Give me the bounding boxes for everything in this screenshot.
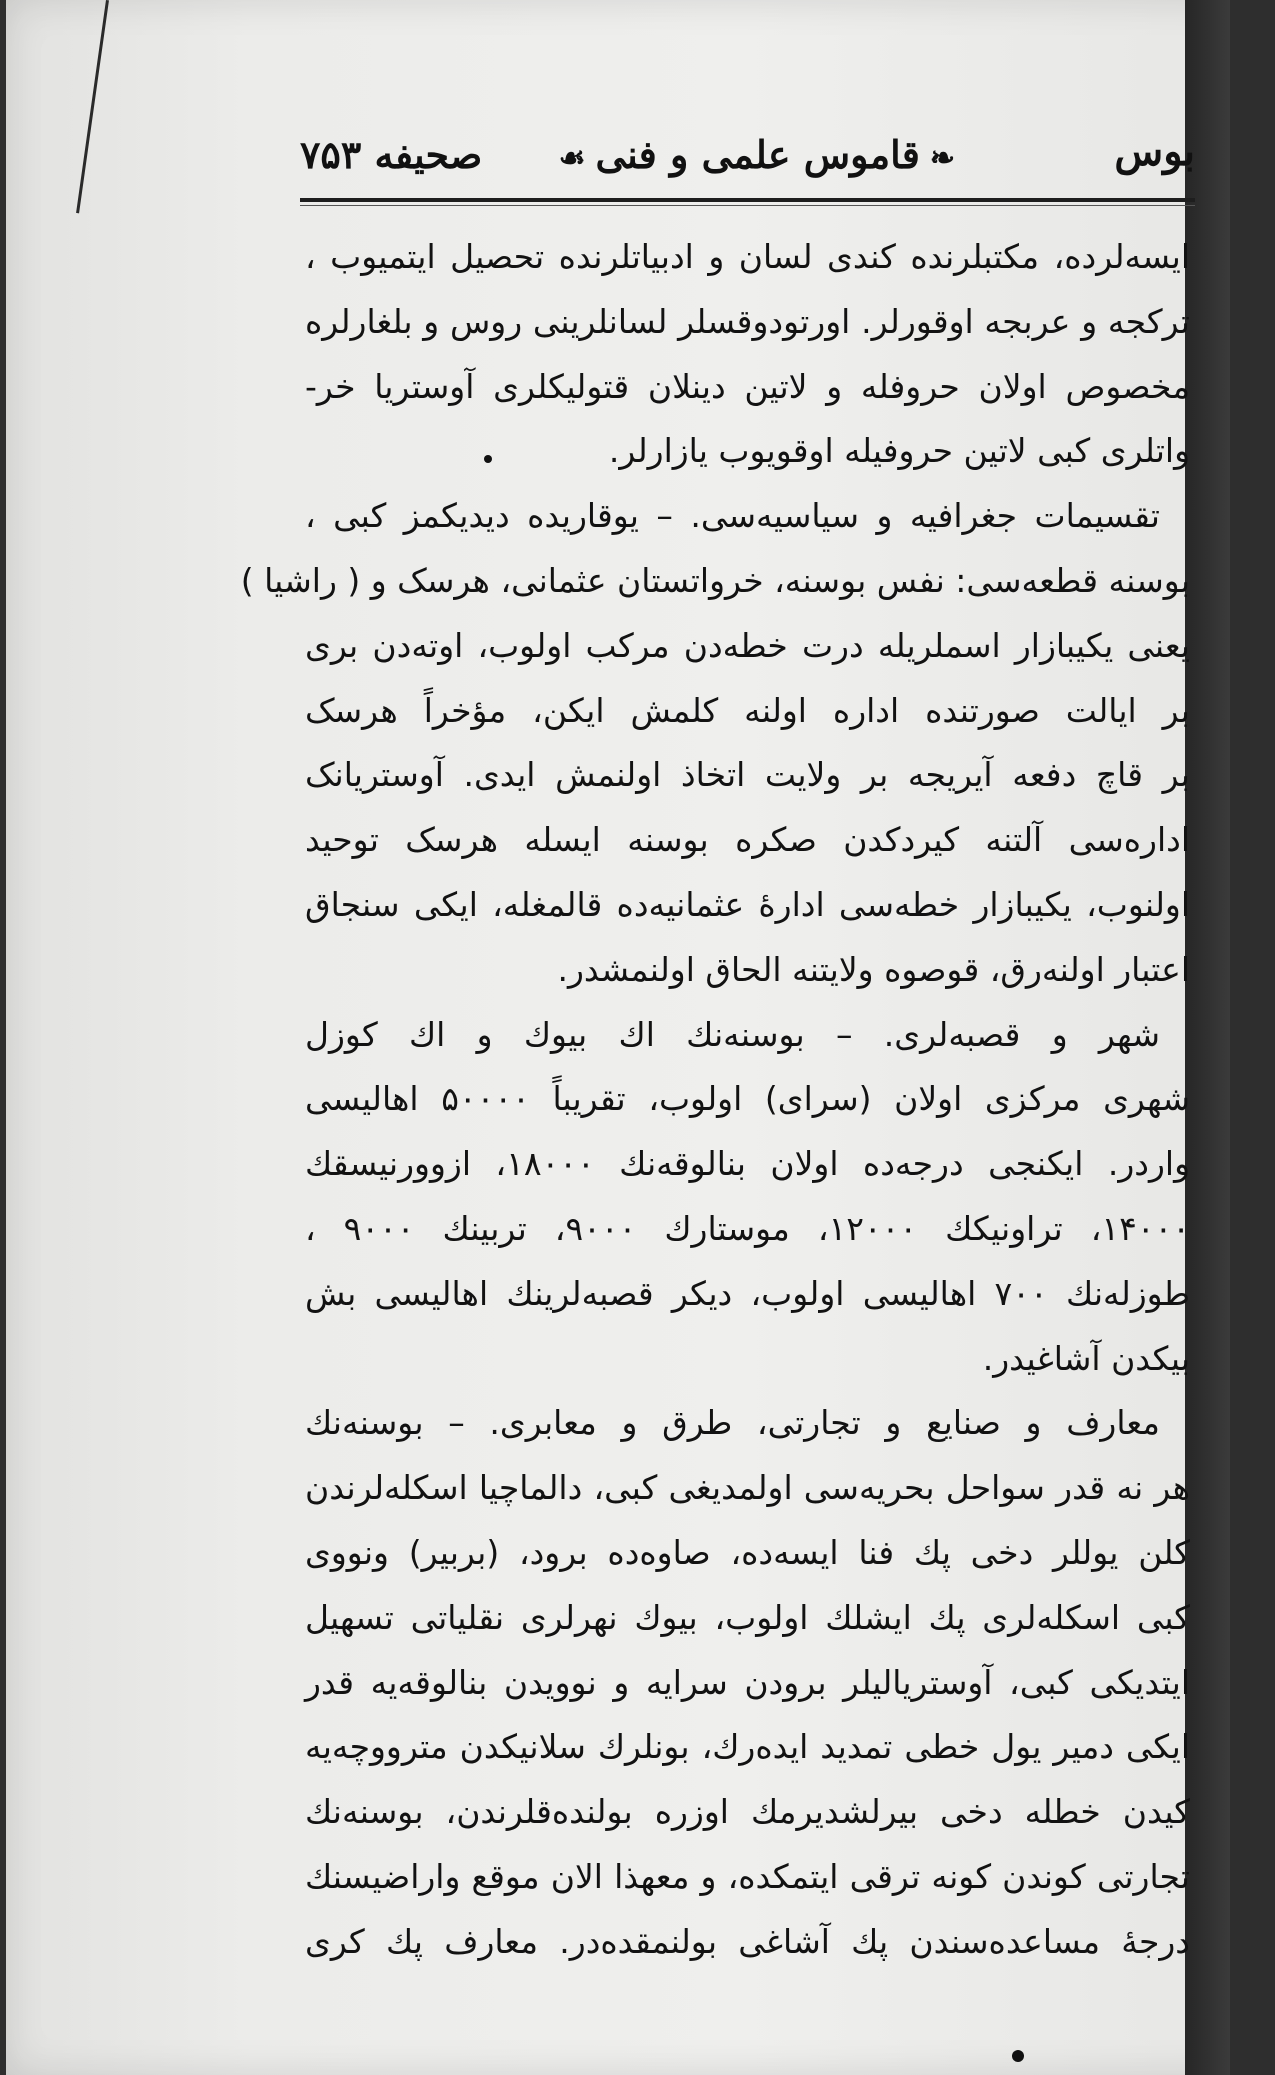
running-header — [300, 128, 1195, 198]
header-title — [549, 132, 965, 177]
text-line: بر ایالت صورتنده اداره اولنه کلمش ایکن، مؤخراً هرسک — [305, 690, 1190, 730]
margin-pen-stroke — [76, 0, 109, 213]
page-edge-shadow — [1185, 0, 1230, 2075]
text-line: شهر و قصبه‌لری. – بوسنه‌نك اك بیوك و اك کوزل — [305, 1014, 1160, 1054]
text-line: کبی اسکله‌لری پك ایشلك اولوب، بیوك نهرلری نقلیاتی تسهیل — [305, 1597, 1190, 1637]
text-line: واردر. ایکنجی درجه‌ده اولان بنالوقه‌نك ۱۸۰۰۰، ازوورنیسقك — [305, 1144, 1191, 1184]
text-line: واتلری کبی لاتین حروفیله اوقویوب یازارلر. — [608, 431, 1190, 471]
text-line: ایکی دمیر یول خطی تمدید ایده‌رك، بونلرك سلانیکدن مترووچه‌یه — [305, 1727, 1190, 1767]
text-line: بوسنه قطعه‌سی: نفس بوسنه، خرواتستان عثمانی، هرسک و ( راشیا ) — [240, 560, 1190, 600]
ornament-icon: ☙ — [558, 141, 586, 176]
text-line: ترکجه و عربجه اوقورلر. اورتودوقسلر لسانلرینی روس و بلغارلره — [305, 301, 1190, 341]
text-line: ۱۴۰۰۰، تراونیکك ۱۲۰۰۰، موستارك ۹۰۰۰، تربینك ۹۰۰۰ ، — [305, 1208, 1190, 1248]
text-line: مخصوص اولان حروفله و لاتین دینلان قتولیکلری آوستریا خر- — [305, 366, 1190, 406]
header-rule-thin — [300, 205, 1195, 206]
ink-speck — [1012, 2050, 1024, 2062]
ink-speck — [484, 455, 492, 463]
text-line: طوزله‌نك ۷۰۰ اهالیسی اولوب، دیکر قصبه‌لرینك اهالیسی بش — [305, 1273, 1190, 1313]
text-line: تجارتی کوندن کونه ترقی ایتمکده، و معهذا الان موقع واراضیسنك — [305, 1856, 1190, 1896]
text-line: یعنی یکیبازار اسملریله درت خطه‌دن مرکب اولوب، اوته‌دن بری — [305, 625, 1190, 665]
text-line: کلن یوللر دخی پك فنا ایسه‌ده، صاوه‌ده برود، (بربیر) ونووی — [305, 1532, 1190, 1572]
ornament-icon: ❧ — [929, 141, 955, 176]
text-line: اداره‌سی آلتنه کیردکدن صکره بوسنه ایسله هرسک توحید — [305, 820, 1190, 860]
text-line: ایسه‌لرده، مکتبلرنده کندی لسان و ادبیاتلرنده تحصیل ایتمیوب ، — [305, 237, 1190, 276]
body-text — [240, 225, 1191, 1975]
text-line: اولنوب، یکیبازار خطه‌سی ادارهٔ عثمانیه‌ده قالمغله، ایکی سنجاق — [305, 884, 1190, 924]
header-section-word: بوس — [1114, 128, 1195, 175]
text-line: کیدن خطله دخی بیرلشدیرمك اوزره بولنده‌قلرندن، بوسنه‌نك — [305, 1792, 1190, 1832]
text-line: درجهٔ مساعده‌سندن پك آشاغی بولنمقده‌در. معارف پك کری — [305, 1921, 1190, 1961]
text-line: بیکدن آشاغیدر. — [982, 1338, 1190, 1378]
header-title-text: قاموس علمی و فنی — [595, 132, 920, 177]
text-line: ایتدیکی کبی، آوستریالیلر برودن سرایه و نوویدن بنالوقه‌یه قدر — [305, 1662, 1190, 1702]
text-line: اعتبار اولنه‌رق، قوصوه ولایتنه الحاق اولنمشدر. — [557, 949, 1190, 989]
header-rule — [300, 198, 1195, 202]
header-page-number: صحیفه ۷۵۳ — [300, 132, 483, 177]
text-line: هر نه قدر سواحل بحریه‌سی اولمدیغی کبی، دالماچیا اسکله‌لرندن — [305, 1468, 1190, 1508]
text-line: معارف و صنایع و تجارتی، طرق و معابری. – بوسنه‌نك — [305, 1403, 1160, 1443]
text-line: شهری مرکزی اولان (سرای) اولوب، تقریباً ۵۰۰۰۰ اهالیسی — [305, 1079, 1190, 1119]
text-line: بر قاچ دفعه آیریجه بر ولایت اتخاذ اولنمش ایدی. آوستریانک — [305, 755, 1190, 795]
text-line: تقسیمات جغرافیه و سیاسیه‌سی. – یوقاریده دیدیکمز کبی ، — [305, 496, 1160, 536]
